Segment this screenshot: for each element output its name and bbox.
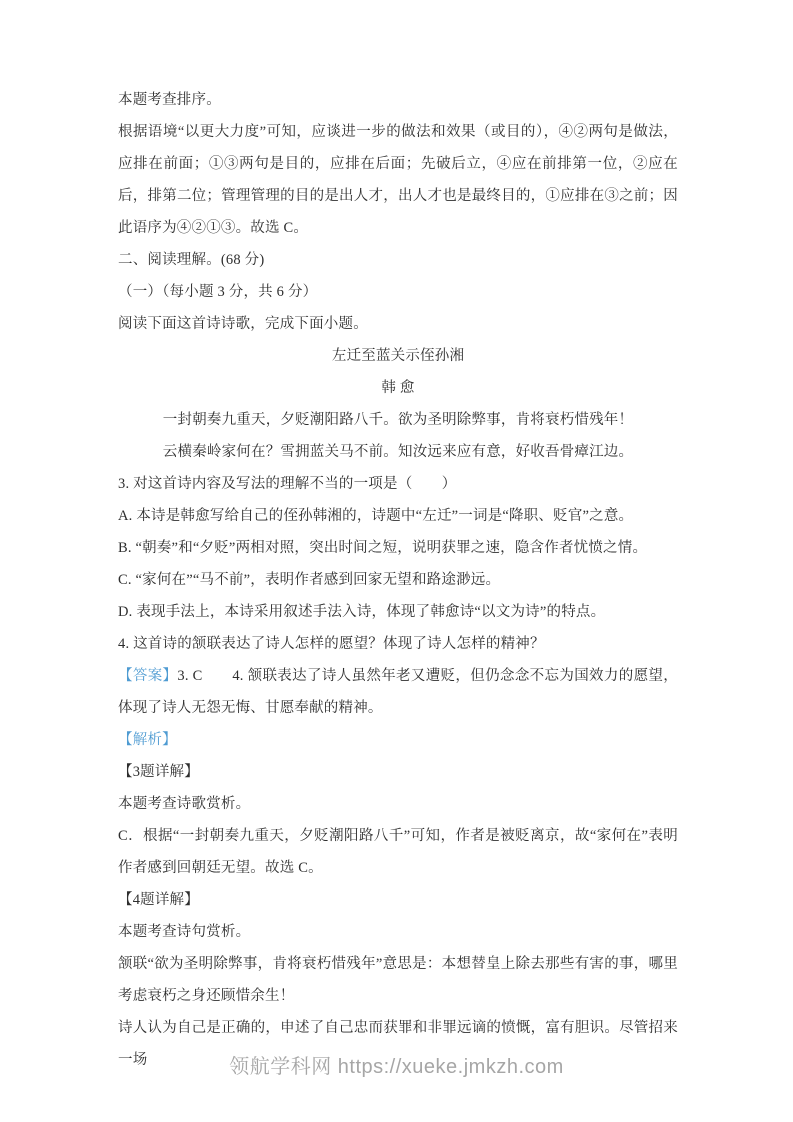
question-3-stem: 3. 对这首诗内容及写法的理解不当的一项是（ ） [118, 476, 457, 492]
answer-text: 3. C 4. 颔联表达了诗人虽然年老又遭贬，但仍念念不忘为国效力的愿望，体现了诗人无怨无悔、甘愿奉献的精神。 [118, 668, 678, 716]
site-watermark: 领航学科网 https://xueke.jmkzh.com [229, 1056, 564, 1078]
question-3-option-d: D. 表现手法上，本诗采用叙述手法入诗，体现了韩愈诗“以文为诗”的特点。 [118, 604, 606, 620]
poem-line-1: 一封朝奏九重天，夕贬潮阳路八千。欲为圣明除弊事，肯将衰朽惜残年！ [162, 412, 634, 428]
reading-instruction: 阅读下面这首诗诗歌，完成下面小题。 [118, 316, 368, 332]
analysis-q4-topic: 本题考查诗句赏析。 [118, 924, 251, 940]
analysis-q3-header: 【3题详解】 [118, 764, 199, 780]
exam-answer-page [118, 84, 678, 1076]
question-4-stem: 4. 这首诗的颔联表达了诗人怎样的愿望？体现了诗人怎样的精神？ [118, 636, 545, 652]
intro-topic-line: 本题考查排序。 [118, 92, 221, 108]
analysis-label: 【解析】 [118, 732, 177, 748]
analysis-q3-topic: 本题考查诗歌赏析。 [118, 796, 251, 812]
answer-paragraph [118, 660, 678, 724]
question-3-option-a: A. 本诗是韩愈写给自己的侄孙韩湘的，诗题中“左迁”一词是“降职、贬官”之意。 [118, 508, 634, 524]
section-heading: 二、阅读理解。(68 分) [118, 252, 265, 268]
analysis-label-line [118, 724, 678, 756]
analysis-q3-body: C．根据“一封朝奏九重天，夕贬潮阳路八千”可知，作者是被贬离京，故“家何在”表明作者感到回朝廷无望。故选 C。 [118, 828, 678, 876]
poem-line-2: 云横秦岭家何在？雪拥蓝关马不前。知汝远来应有意，好收吾骨瘴江边。 [162, 444, 634, 460]
poem-title: 左迁至蓝关示侄孙湘 [331, 348, 465, 364]
answer-label: 【答案】 [118, 668, 178, 684]
analysis-q4-body-2: 诗人认为自己是正确的，申述了自己忠而获罪和非罪远谪的愤慨，富有胆识。尽管招来一场 [118, 1020, 678, 1068]
poem-author: 韩 愈 [381, 380, 415, 396]
question-3-option-c: C. “家何在”“马不前”，表明作者感到回家无望和路途渺远。 [118, 572, 501, 588]
question-3-option-b: B. “朝奏”和“夕贬”两相对照，突出时间之短，说明获罪之速，隐含作者忧愤之情。 [118, 540, 648, 556]
section-sub-heading: （一）（每小题 3 分，共 6 分） [118, 284, 318, 300]
analysis-q4-body-1: 颔联“欲为圣明除弊事，肯将衰朽惜残年”意思是：本想替皇上除去那些有害的事，哪里考虑衰朽之身还顾惜余生！ [118, 956, 678, 1004]
intro-explanation-paragraph: 根据语境“以更大力度”可知，应谈进一步的做法和效果（或目的），④②两句是做法，应排在前面；①③两句是目的，应排在后面；先破后立，④应在前排第一位，②应在后，排第二位；管理管理的目的是出人才，出人才也是最终目的，①应排在③之前；因此语序为④②①③。故选 C。 [118, 124, 678, 236]
analysis-q4-header: 【4题详解】 [118, 892, 199, 908]
